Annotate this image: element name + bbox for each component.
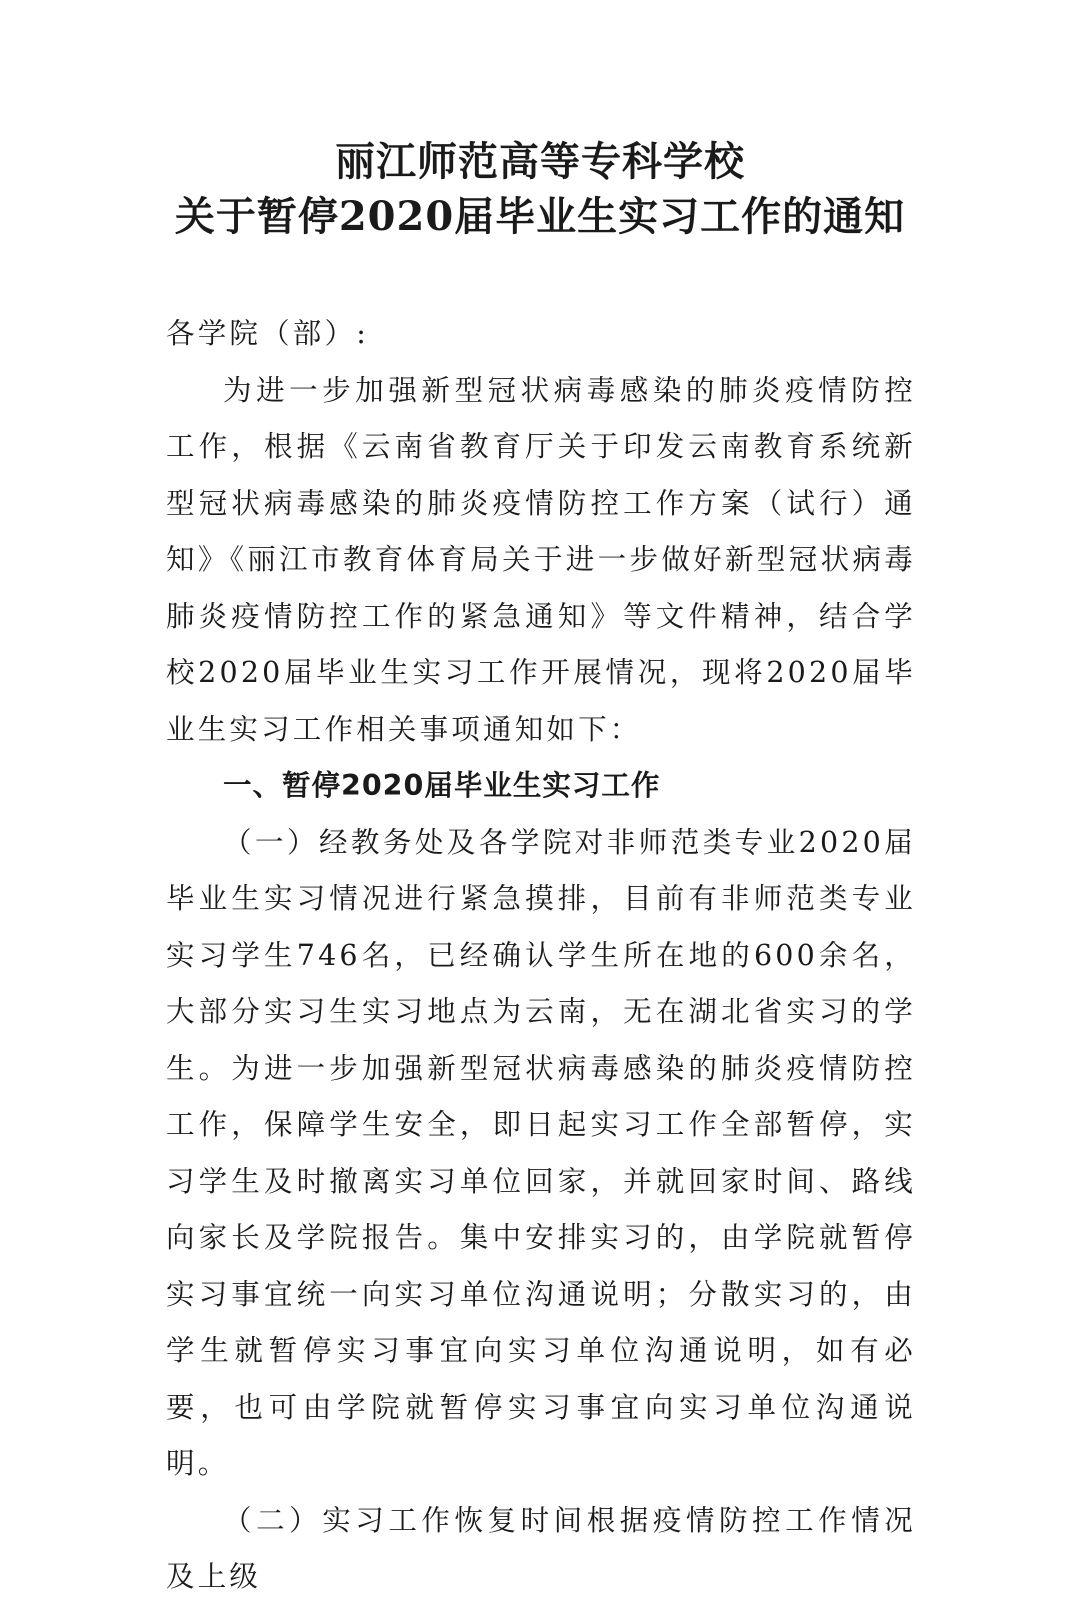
document-title-line-2: 关于暂停2020届毕业生实习工作的通知 — [174, 193, 906, 240]
document-body — [166, 306, 916, 1606]
section-1-heading: 一、暂停2020届毕业生实习工作 — [223, 769, 661, 802]
document-title-line-1: 丽江师范高等专科学校 — [335, 138, 745, 185]
item-1-paragraph: （一）经教务处及各学院对非师范类专业2020届毕业生实习情况进行紧急摸排，目前有非师范类专业实习学生746名，已经确认学生所在地的600余名，大部分实习生实习地点为云南，无在湖北省实习的学生。为进一步加强新型冠状病毒感染的肺炎疫情防控工作，保障学生安全，即日起实习工作全部暂停，实习学生及时撤离实习单位回家，并就回家时间、路线向家长及学院报告。集中安排实习的，由学院就暂停实习事宜统一向实习单位沟通说明；分散实习的，由学生就暂停实习事宜向实习单位沟通说明，如有必要，也可由学院就暂停实习事宜向实习单位沟通说明。 — [166, 825, 916, 1480]
intro-paragraph: 为进一步加强新型冠状病毒感染的肺炎疫情防控工作，根据《云南省教育厅关于印发云南教育系统新型冠状病毒感染的肺炎疫情防控工作方案（试行）通知》《丽江市教育体育局关于进一步做好新型冠状病毒肺炎疫情防控工作的紧急通知》等文件精神，结合学校2020届毕业生实习工作开展情况，现将2020届毕业生实习工作相关事项通知如下： — [166, 373, 916, 746]
salutation: 各学院（部）: — [166, 317, 370, 350]
item-2-paragraph: （二）实习工作恢复时间根据疫情防控工作情况及上级 — [166, 1503, 916, 1593]
